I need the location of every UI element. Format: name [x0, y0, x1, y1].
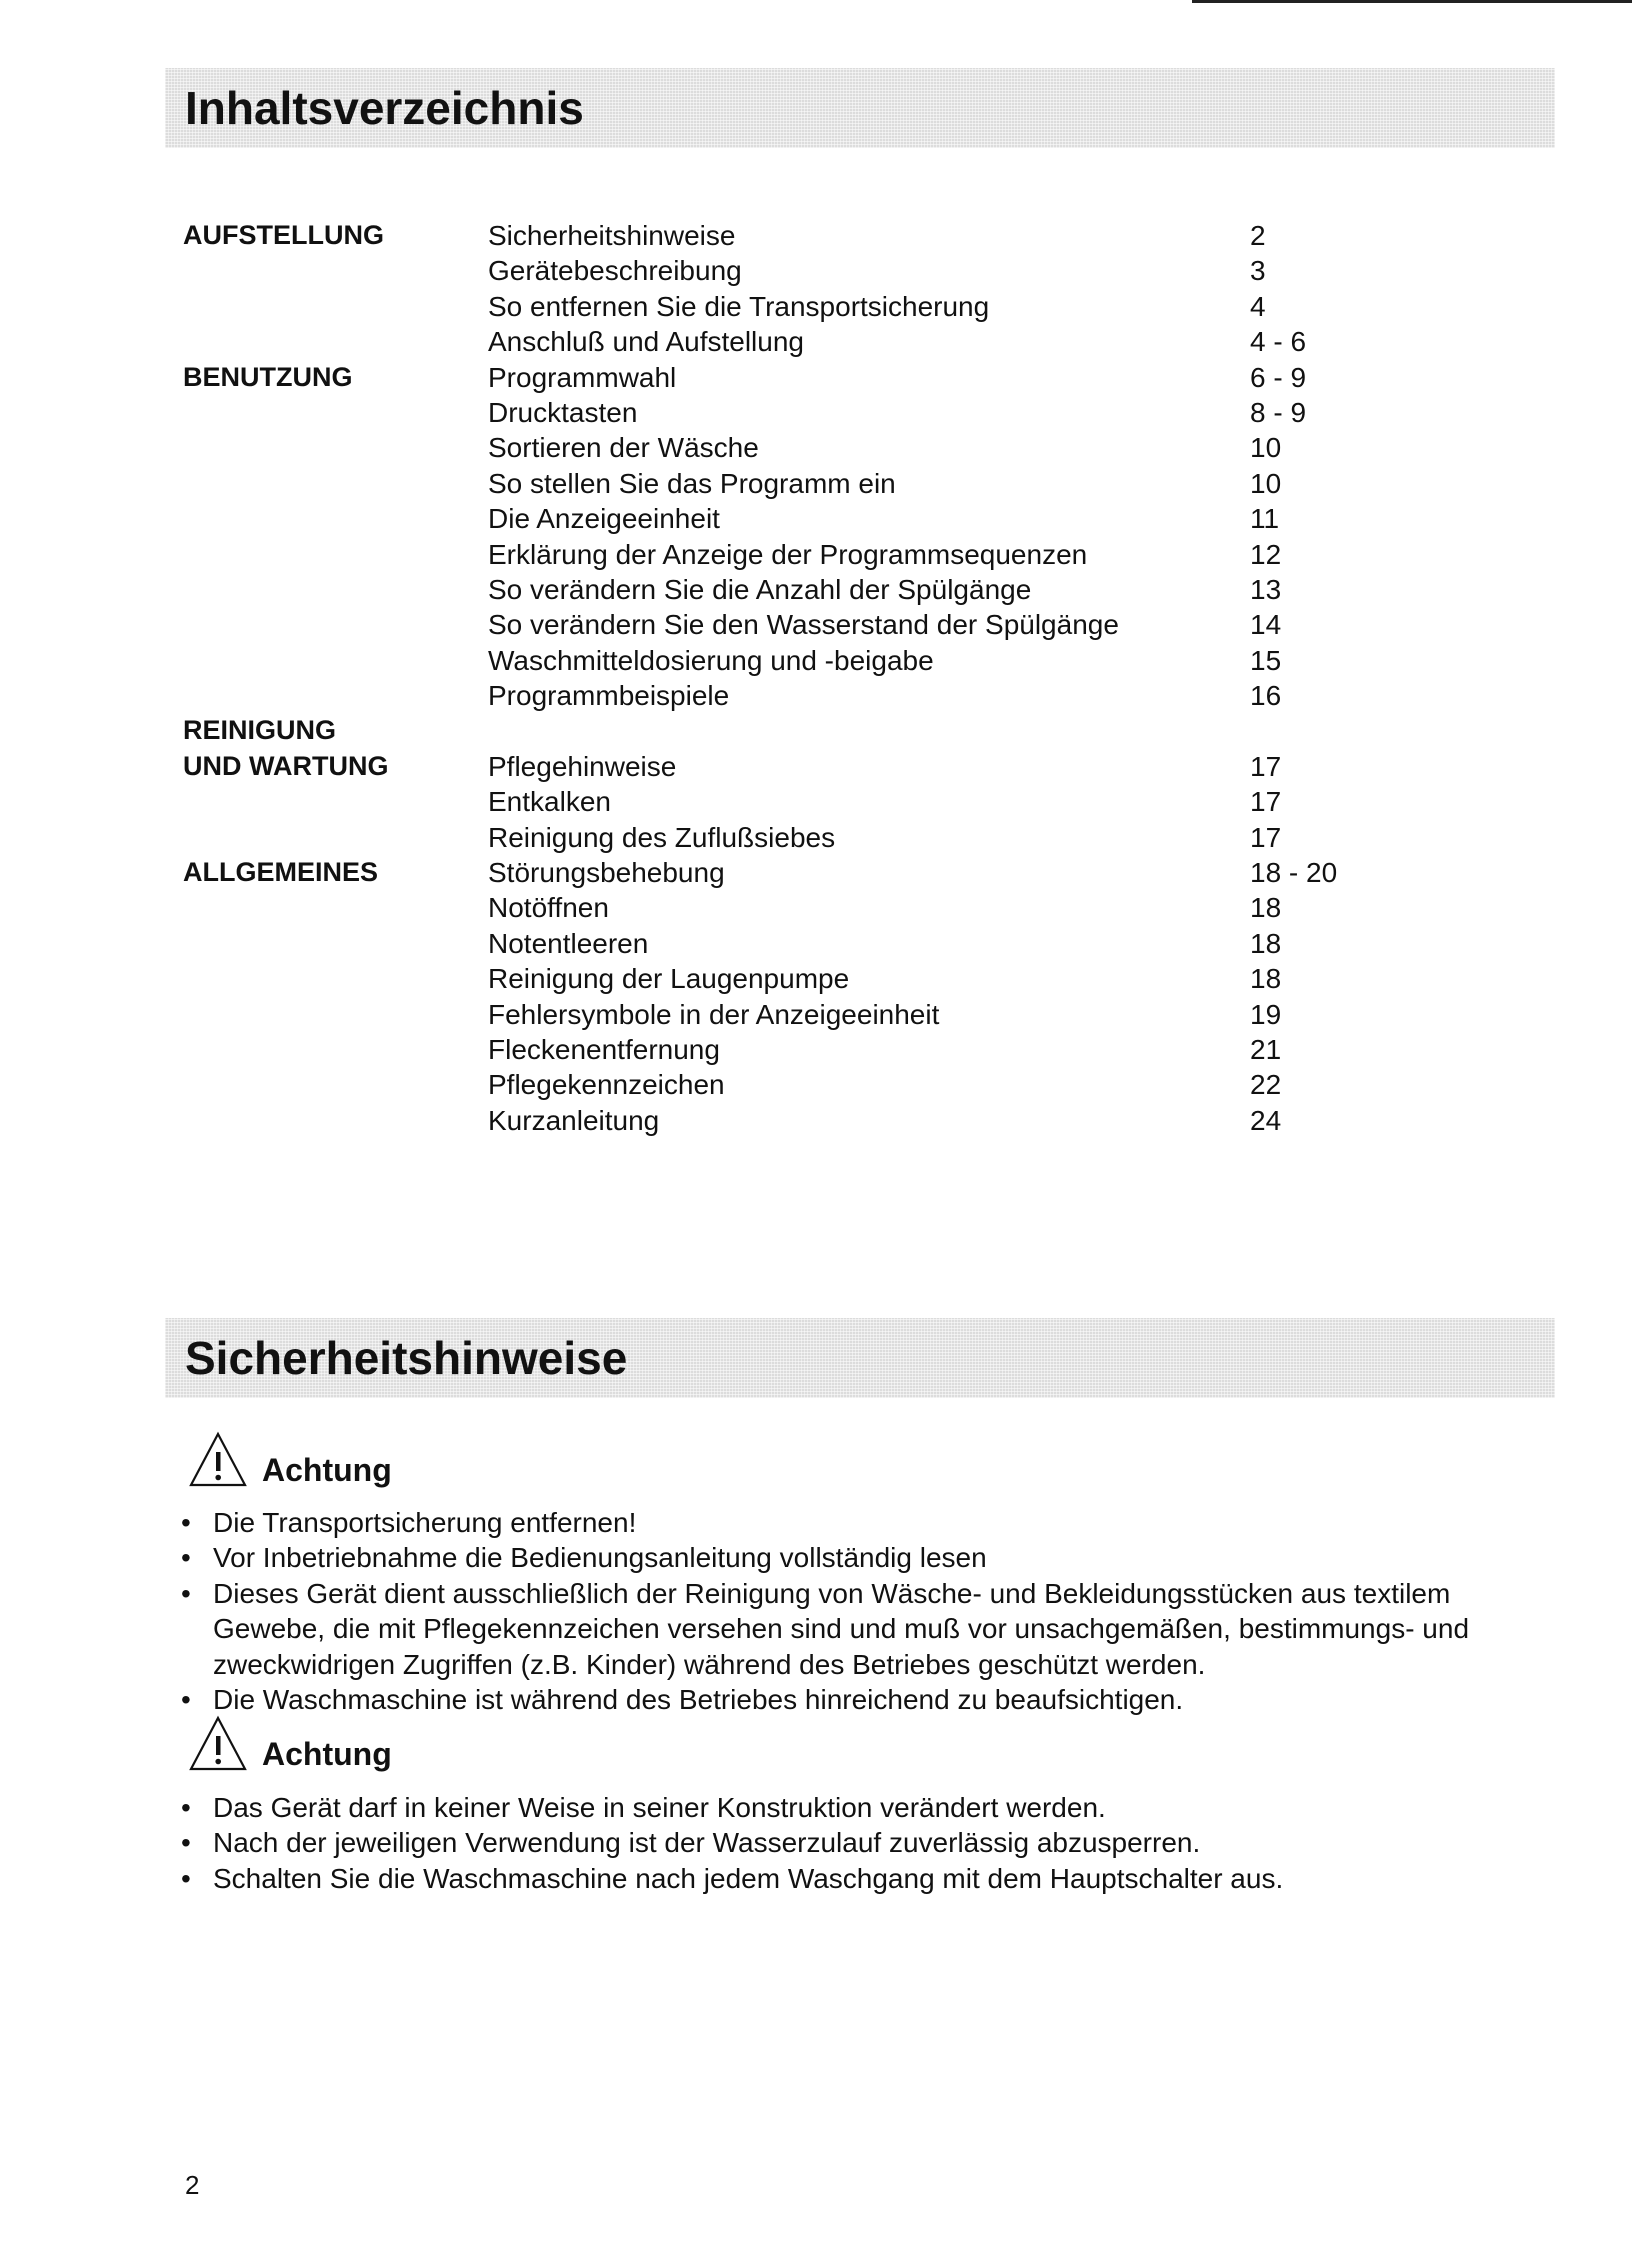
list-item: • Schalten Sie die Waschmaschine nach jedem Waschgang mit dem Hauptschalter aus. [172, 1861, 1552, 1896]
toc-row [183, 855, 1383, 890]
toc-page-ref: 24 [1250, 1104, 1282, 1136]
toc-entry: Die Anzeigeeinheit [488, 503, 720, 535]
toc-section-label: UND WARTUNG [183, 750, 389, 781]
toc-entry: Fehlersymbole in der Anzeigeeinheit [488, 998, 940, 1030]
toc-row [183, 784, 1383, 819]
toc-row [183, 643, 1383, 678]
warning-title: Achtung [262, 1736, 392, 1772]
toc-page-ref: 18 [1250, 927, 1282, 959]
toc-entry: Kurzanleitung [488, 1104, 660, 1136]
warning-triangle-icon [188, 1430, 248, 1490]
safety-title-banner [165, 1318, 1555, 1398]
warning-title: Achtung [262, 1452, 392, 1488]
toc-page-ref: 18 [1250, 963, 1282, 995]
toc-section-label: BENUTZUNG [183, 361, 353, 392]
toc-row [183, 501, 1383, 536]
toc-title-banner [165, 68, 1555, 148]
toc-page-ref: 8 - 9 [1250, 396, 1307, 428]
toc-page-ref: 4 - 6 [1250, 326, 1307, 358]
toc-entry: Reinigung des Zuflußsiebes [488, 821, 836, 853]
toc-row [183, 289, 1383, 324]
toc-page-ref: 14 [1250, 609, 1282, 641]
toc-row [183, 395, 1383, 430]
toc-page-ref: 18 [1250, 892, 1282, 924]
toc-section-label: REINIGUNG [183, 715, 337, 746]
toc-entry: Sortieren der Wäsche [488, 432, 759, 464]
page-number: 2 [185, 2170, 200, 2200]
toc-page-ref: 15 [1250, 644, 1282, 676]
table-of-contents [183, 218, 1383, 1138]
list-item: • Dieses Gerät dient ausschließlich der Reinigung von Wäsche- und Bekleidungsstücken aus textilem Gewebe, die mit Pflegekennzeichen versehen sind und muß vor unsachgemäßen, bestimmungs- und zweckwidrigen Zugriffen (z.B. Kinder) während des Betriebes geschützt werden. [172, 1576, 1552, 1682]
toc-row [183, 607, 1383, 642]
toc-page-ref: 13 [1250, 573, 1282, 605]
toc-entry: So verändern Sie den Wasserstand der Spülgänge [488, 609, 1119, 641]
toc-entry: Pflegehinweise [488, 750, 677, 782]
toc-row [183, 678, 1383, 713]
toc-entry: So stellen Sie das Programm ein [488, 467, 896, 499]
warning-list [172, 1505, 1552, 1717]
toc-section-label: ALLGEMEINES [183, 857, 379, 888]
toc-entry: Notöffnen [488, 892, 609, 924]
toc-row [183, 572, 1383, 607]
toc-page-ref: 17 [1250, 750, 1282, 782]
toc-row [183, 537, 1383, 572]
toc-page-ref: 10 [1250, 432, 1282, 464]
toc-section-label: AUFSTELLUNG [183, 220, 384, 250]
toc-row [183, 430, 1383, 465]
toc-page-ref: 18 - 20 [1250, 857, 1338, 889]
warning-triangle-icon [188, 1714, 248, 1774]
toc-row [183, 890, 1383, 925]
toc-page-ref: 3 [1250, 255, 1266, 287]
toc-row [183, 749, 1383, 784]
list-item: • Die Waschmaschine ist während des Betriebes hinreichend zu beaufsichtigen. [172, 1682, 1552, 1717]
toc-entry: So verändern Sie die Anzahl der Spülgänge [488, 573, 1032, 605]
toc-entry: Pflegekennzeichen [488, 1069, 725, 1101]
safety-title: Sicherheitshinweise [185, 1332, 628, 1384]
toc-entry: Programmwahl [488, 361, 677, 393]
toc-row [183, 466, 1383, 501]
toc-entry: Drucktasten [488, 396, 638, 428]
toc-page-ref: 11 [1250, 503, 1280, 535]
toc-entry: Sicherheitshinweise [488, 220, 736, 251]
toc-page-ref: 16 [1250, 680, 1282, 712]
toc-page-ref: 17 [1250, 786, 1282, 818]
toc-row [183, 218, 1383, 253]
list-item: • Nach der jeweiligen Verwendung ist der Wasserzulauf zuverlässig abzusperren. [172, 1825, 1552, 1860]
toc-page-ref: 10 [1250, 467, 1282, 499]
toc-entry: Fleckenentfernung [488, 1033, 720, 1065]
toc-page-ref: 22 [1250, 1069, 1282, 1101]
toc-row [183, 324, 1383, 359]
toc-entry: Entkalken [488, 786, 611, 818]
toc-entry: Anschluß und Aufstellung [488, 326, 804, 358]
toc-page-ref: 19 [1250, 998, 1282, 1030]
list-item: • Das Gerät darf in keiner Weise in seiner Konstruktion verändert werden. [172, 1790, 1552, 1825]
toc-page-ref: 6 - 9 [1250, 361, 1307, 393]
toc-row [183, 360, 1383, 395]
toc-entry: Programmbeispiele [488, 680, 730, 712]
toc-entry: Störungsbehebung [488, 857, 725, 889]
toc-entry: Notentleeren [488, 927, 649, 959]
toc-entry: Gerätebeschreibung [488, 255, 742, 287]
toc-page-ref: 2 [1250, 220, 1266, 251]
toc-page-ref: 4 [1250, 290, 1266, 322]
toc-entry: Waschmitteldosierung und -beigabe [488, 644, 934, 676]
toc-row [183, 713, 1383, 748]
toc-row [183, 961, 1383, 996]
warning-list [172, 1790, 1552, 1896]
toc-row [183, 997, 1383, 1032]
toc-row [183, 1103, 1383, 1138]
list-item: • Die Transportsicherung entfernen! [172, 1505, 1552, 1540]
toc-entry: So entfernen Sie die Transportsicherung [488, 290, 990, 322]
top-rule [1192, 0, 1632, 3]
toc-entry: Reinigung der Laugenpumpe [488, 963, 850, 995]
toc-row [183, 253, 1383, 288]
toc-entry: Erklärung der Anzeige der Programmsequenzen [488, 538, 1088, 570]
toc-row [183, 926, 1383, 961]
toc-row [183, 820, 1383, 855]
toc-page-ref: 21 [1250, 1033, 1282, 1065]
toc-title: Inhaltsverzeichnis [185, 82, 584, 134]
toc-page-ref: 17 [1250, 821, 1282, 853]
list-item: • Vor Inbetriebnahme die Bedienungsanleitung vollständig lesen [172, 1540, 1552, 1575]
toc-page-ref: 12 [1250, 538, 1282, 570]
toc-row [183, 1032, 1383, 1067]
toc-row [183, 1067, 1383, 1102]
